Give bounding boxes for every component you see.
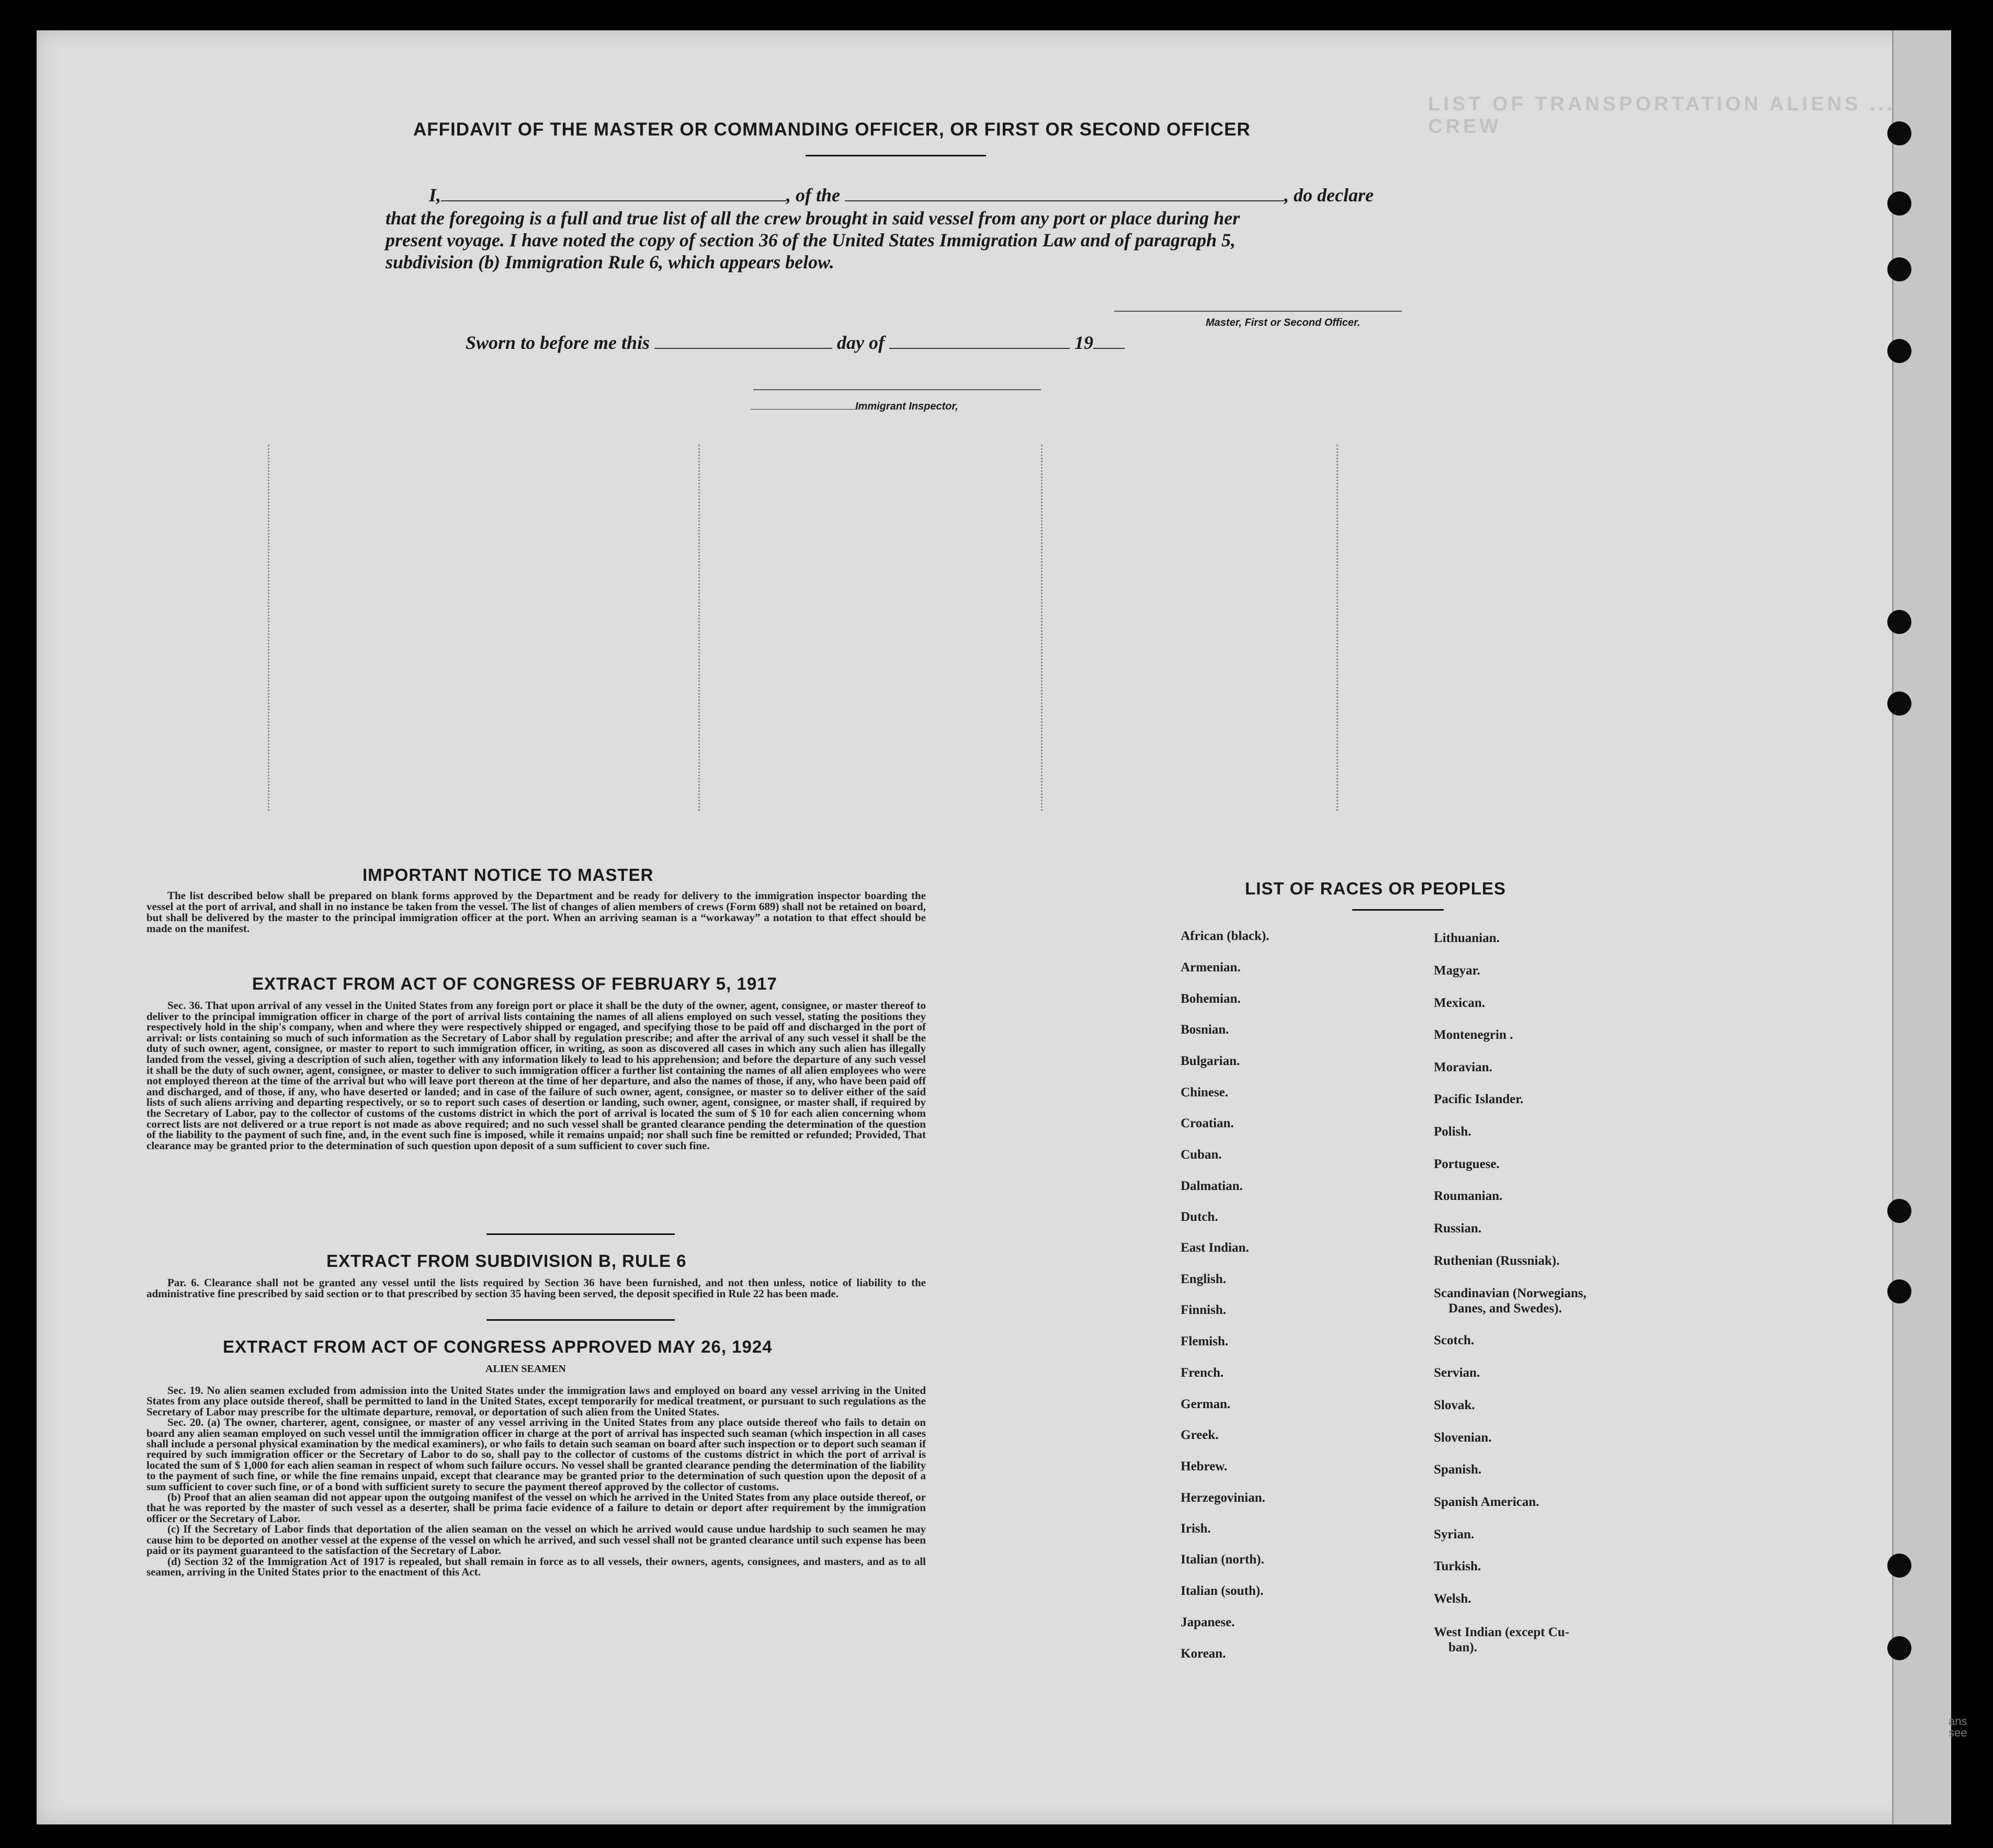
sec-20a-paragraph: Sec. 20. (a) The owner, charterer, agent, consignee, or master of any vessel arriving in the United States from any place outside thereof who fails to detain on board any alien seaman employed on such vessel until the immigration officer in charge at the port of arrival has inspected such seaman (which inspection in all cases shall include a personal physical examination by the medical examiners), or who fails to detain such seaman on board after such inspection or to deport such seaman if required by such immigration officer or the Secretary of Labor to do so, shall pay to the collector of customs of the customs district in which the port of arrival is located the sum of $ 1,000 for each alien seaman in respect of whom such failure occurs. No vessel shall be granted clearance pending the determination of the liability to the payment of such fine, or while the fine remains unpaid, except that clearance may be granted prior to the determination of such question upon the deposit of a sum sufficient to cover such fine, or of a bond with sufficient surety to secure the payment thereof approved by the collector of customs. [146,1416,926,1493]
day-of-text: day of [837,332,885,353]
dotted-column [698,445,701,811]
signer-label: Master, First or Second Officer. [1206,317,1361,328]
punch-hole [1887,691,1911,716]
sworn-text: Sworn to before me this [466,332,650,353]
affidavit-line-2: that the foregoing is a full and true list of all the crew brought in said vessel from any port or place during her [386,208,1240,229]
affidavit-i: I, [429,185,441,206]
name-blank [441,200,786,201]
race-right-12: Danes, and Swedes). [1448,1301,1562,1316]
affidavit-title: AFFIDAVIT OF THE MASTER OR COMMANDING OFFICER, OR FIRST OR SECOND OFFICER [413,119,1251,140]
divider [486,1319,675,1321]
extract-1924-body [146,1385,926,1577]
races-underline [1352,909,1444,911]
race-left-10: East Indian. [1181,1241,1249,1255]
affidavit-line-4: subdivision (b) Immigration Rule 6, which appears below. [386,252,834,273]
race-left-4: Bulgarian. [1181,1054,1240,1068]
punch-hole [1887,257,1911,281]
extract-rule6-paragraph: Par. 6. Clearance shall not be granted any vessel until the lists required by Section 36 have been furnished, and not then unless, notice of liability to the administrative fine prescribed by said section or to that prescribed by section 35 having been served, the deposit specified in Rule 22 has been made. [146,1276,926,1300]
year-prefix: 19 [1074,332,1094,353]
punch-hole [1887,1199,1911,1223]
race-left-6: Croatian. [1181,1116,1234,1130]
sworn-line [466,332,1125,354]
race-left-2: Bohemian. [1181,992,1241,1006]
extract-1917-body [146,1000,926,1151]
inspector-text: Immigrant Inspector, [855,401,958,412]
race-right-7: Portuguese. [1434,1157,1500,1171]
race-left-13: Flemish. [1181,1334,1228,1348]
punch-hole [1887,1554,1911,1578]
race-left-8: Dalmatian. [1181,1179,1243,1193]
sec-20b-paragraph: (b) Proof that an alien seaman did not appear upon the outgoing manifest of the vessel on which he arrived in the United States from any place outside thereof, or that he was reported by the master of such vessel as a deserter, shall be prima facie evidence of a failure to detain or deport after requirement by the immigration officer or the Secretary of Labor. [146,1491,926,1525]
notice-title: IMPORTANT NOTICE TO MASTER [363,865,654,885]
race-right-4: Moravian. [1434,1060,1492,1074]
race-left-11: English. [1181,1272,1226,1286]
day-blank [654,348,832,349]
race-right-19: Syrian. [1434,1527,1475,1541]
race-right-11: Scandinavian (Norwegians, [1434,1286,1587,1300]
extract-1917-paragraph: Sec. 36. That upon arrival of any vessel in the United States from any foreign port or place it shall be the duty of the owner, agent, consignee, or master thereof to deliver to the principal immigration officer in charge of the port of arrival lists containing the names of all aliens employed on such vessel, stating the positions they respectively hold in the ship's company, when and where they were respectively shipped or engaged, and specifying those to be paid off and discharged in the port of arrival: or lists containing so much of such information as the Secretary of Labor shall by regulation prescribe; and after the arrival of any such vessel it shall be the duty of such owner, agent, consignee, or master to report to such immigration officer, in writing, as soon as discovered all cases in which any such alien has illegally landed from the vessel, giving a description of such alien, together with any information likely to lead to his apprehension; and before the departure of any such vessel it shall be the duty of such owner, agent, consignee, or master to deliver to such immigration officer a further list containing the names of all alien employees who were not employed thereon at the time of the arrival but who will leave port thereon at the time of her departure, and also the names of those, if any, who have been paid off and discharged, and of those, if any, who have deserted or landed; and in case of the failure of such owner, agent, consignee, or master so to deliver either of the said lists of such aliens arriving and departing respectively, or so to report such cases of desertion or landing, such owner, agent, consignee, or master shall, if required by the Secretary of Labor, pay to the collector of customs of the customs district in which the port of arrival is located the sum of $ 10 for each alien concerning whom correct lists are not delivered or a true report is not made as above required; and no such vessel shall be granted clearance pending the determination of the question of the liability to the payment of such fine, and, in the event such fine is imposed, while it remains unpaid; nor shall such fine be remitted or refunded; Provided, That clearance may be granted prior to the determination of such question upon deposit of a sum sufficient to cover such fine. [146,999,926,1152]
race-right-13: Scotch. [1434,1333,1475,1347]
race-right-3: Montenegrin . [1434,1028,1513,1042]
alien-seamen-subtitle: ALIEN SEAMEN [485,1363,566,1375]
race-left-17: Hebrew. [1181,1459,1228,1473]
race-left-9: Dutch. [1181,1210,1218,1224]
inspector-line [753,389,1041,390]
extract-rule6-body [146,1277,926,1299]
races-title: LIST OF RACES OR PEOPLES [1245,879,1506,898]
race-right-1: Magyar. [1434,963,1480,978]
corner-fragment: ans see [1949,1715,1967,1739]
inspector-label [751,401,958,413]
race-right-2: Mexican. [1434,996,1485,1010]
affidavit-line-1 [429,184,1374,206]
punch-hole [1887,191,1911,216]
inspector-blank [751,409,855,410]
title-underline [806,155,986,156]
vessel-blank [845,200,1284,201]
race-left-1: Armenian. [1181,960,1241,974]
race-left-3: Bosnian. [1181,1023,1229,1037]
sec-20d-paragraph: (d) Section 32 of the Immigration Act of 1917 is repealed, but shall remain in force as to all vessels, their owners, agents, consignees, and masters, and as to all seamen, arriving in the United States prior to the enactment of this Act. [146,1555,926,1578]
race-right-17: Spanish. [1434,1462,1482,1477]
punch-hole [1887,121,1911,145]
race-right-20: Turkish. [1434,1559,1481,1573]
affidavit-declare: , do declare [1284,185,1374,206]
dotted-column [268,445,271,811]
race-right-0: Lithuanian. [1434,931,1500,945]
signature-line [1114,311,1402,312]
punch-hole [1887,1279,1911,1303]
sec-19-paragraph: Sec. 19. No alien seamen excluded from admission into the United States under the immigration laws and employed on board any vessel arriving in the United States from any place outside thereof, shall be permitted to land in the United States, except temporarily for medical treatment, or pursuant to such regulations as the Secretary of Labor may prescribe for the ultimate departure, removal, or deportation of such alien from the United States. [146,1384,926,1418]
extract-rule6-title: EXTRACT FROM SUBDIVISION B, RULE 6 [326,1251,687,1271]
race-left-7: Cuban. [1181,1148,1222,1162]
race-left-16: Greek. [1181,1428,1219,1442]
race-right-21: Welsh. [1434,1592,1471,1606]
race-right-10: Ruthenian (Russniak). [1434,1254,1560,1268]
sec-20c-paragraph: (c) If the Secretary of Labor finds that deportation of the alien seaman on the vessel on which he arrived would cause undue hardship to such seamen he may cause him to be deported on another vessel at the expense of the vessel on which he arrived, and such vessel shall not be granted clearance until such expense has been paid or its payment guaranteed to the satisfaction of the Secretary of Labor. [146,1523,926,1557]
race-left-22: Japanese. [1181,1615,1235,1629]
race-left-14: French. [1181,1366,1224,1380]
race-right-14: Servian. [1434,1366,1480,1380]
race-left-12: Finnish. [1181,1303,1226,1317]
punch-hole [1887,1636,1911,1660]
extract-1917-title: EXTRACT FROM ACT OF CONGRESS OF FEBRUARY 5, 1917 [252,974,777,993]
race-right-22: West Indian (except Cu- [1434,1625,1570,1639]
race-right-5: Pacific Islander. [1434,1092,1524,1106]
race-right-8: Roumanian. [1434,1189,1503,1203]
affidavit-of-the: , of the [786,185,841,206]
race-left-15: German. [1181,1397,1231,1411]
race-left-21: Italian (south). [1181,1584,1264,1598]
race-right-23: ban). [1448,1640,1477,1654]
ghost-header: LIST OF TRANSPORTATION ALIENS ... CREW [1428,93,1896,138]
race-right-15: Slovak. [1434,1398,1475,1412]
notice-paragraph: The list described below shall be prepared on blank forms approved by the Department and be ready for delivery to the immigration inspector boarding the vessel at the port of arrival, and shall in no instance be taken from the vessel. The list of changes of alien members of crews (Form 689) shall not be retained on board, but shall be delivered by the master to the principal immigration officer at the port. When an arriving seaman is a “workaway” a notation to that effect should be made on the manifest. [146,889,926,935]
year-blank [1093,348,1125,349]
race-left-0: African (black). [1181,929,1270,943]
race-right-6: Polish. [1434,1125,1471,1139]
dotted-column [1337,445,1340,811]
race-right-18: Spanish American. [1434,1495,1539,1509]
punch-hole [1887,339,1911,363]
extract-1924-title: EXTRACT FROM ACT OF CONGRESS APPROVED MAY 26, 1924 [223,1337,773,1356]
dotted-column [1041,445,1044,811]
race-left-20: Italian (north). [1181,1552,1264,1567]
affidavit-line-3: present voyage. I have noted the copy of section 36 of the United States Immigration Law and of paragraph 5, [386,230,1236,251]
race-right-16: Slovenian. [1434,1431,1492,1445]
month-blank [889,348,1070,349]
notice-body [146,890,926,934]
race-right-9: Russian. [1434,1221,1482,1235]
race-left-23: Korean. [1181,1647,1226,1661]
race-left-18: Herzegovinian. [1181,1491,1265,1505]
race-left-19: Irish. [1181,1522,1211,1536]
divider [486,1233,675,1235]
punch-hole [1887,610,1911,634]
race-left-5: Chinese. [1181,1085,1228,1099]
